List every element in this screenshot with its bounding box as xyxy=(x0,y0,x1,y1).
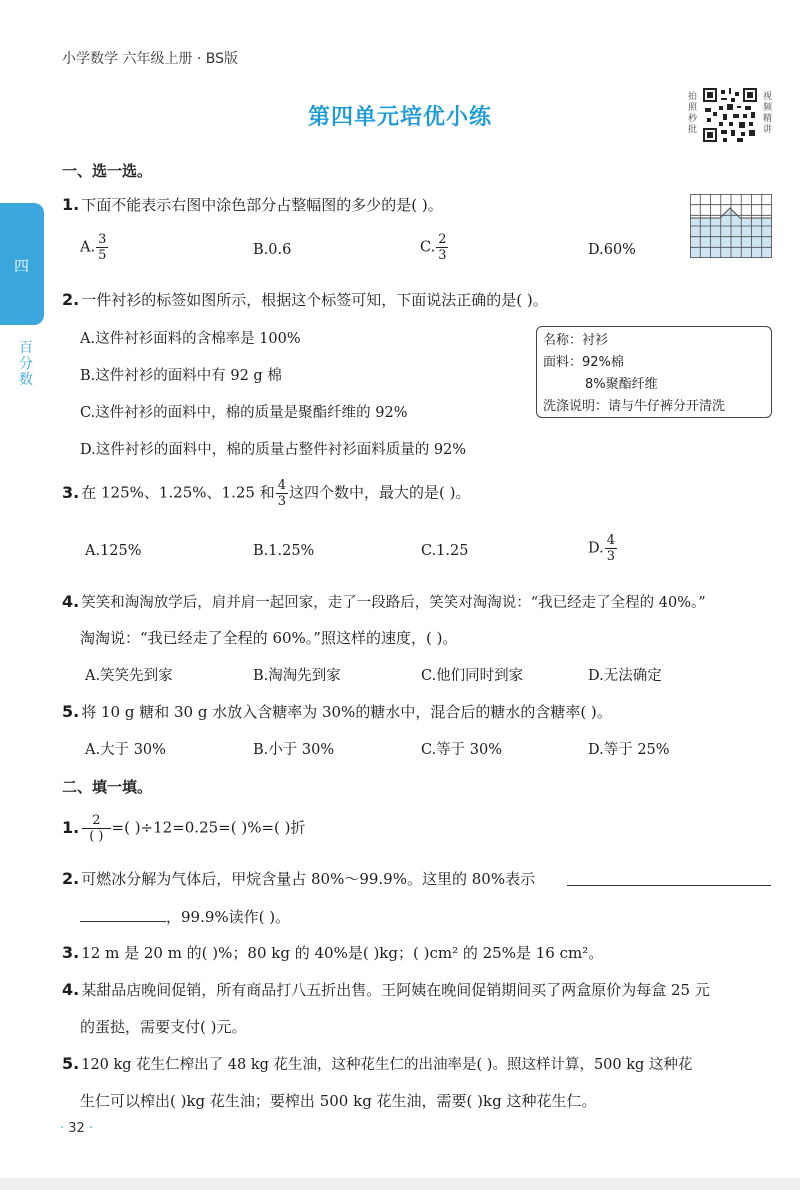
s1-q1-option-b: B.0.6 xyxy=(253,242,292,258)
qr-left-caption: 拍照秒批 xyxy=(688,92,698,135)
s1-q2-text: 一件衬衫的标签如图所示，根据这个标签可知，下面说法正确的是( )。 xyxy=(81,291,548,309)
unit-number: 四 xyxy=(14,257,30,275)
s2-q2-blank-2[interactable] xyxy=(80,921,166,922)
s2-q2-line1: 2. 可燃冰分解为气体后，甲烷含量占 80%～99.9%。这里的 80%表示 xyxy=(62,869,536,888)
shirt-label-box xyxy=(536,326,772,418)
unit-label: 百分数 xyxy=(19,340,33,388)
s1-q4-line1: 4. 笑笑和淘淘放学后，肩并肩一起回家，走了一段路后，笑笑对淘淘说：“我已经走了全程的 40%。” xyxy=(62,592,706,611)
s2-q1: 1. $\frac{2}{( )}$ =( )÷12=0.25=( )%=( )折 xyxy=(62,813,306,844)
bottom-strip xyxy=(0,1178,800,1190)
page-number: · 32 · xyxy=(60,1121,94,1136)
s1-q4-number: 4. xyxy=(62,592,80,611)
s1-q2-option-d: D.这件衬衫的面料中，棉的质量占整件衬衫面料质量的 92% xyxy=(80,442,467,458)
s1-q1-option-d: D.60% xyxy=(588,242,636,258)
s1-q3-option-a: A.125% xyxy=(85,543,142,559)
s1-q1-text: 下面不能表示右图中涂色部分占整幅图的多少的是( )。 xyxy=(81,196,443,214)
s2-q5-number: 5. xyxy=(62,1054,80,1073)
s1-q5: 5. 将 10 g 糖和 30 g 水放入含糖率为 30%的糖水中，混合后的糖水的含糖率( )。 xyxy=(62,702,612,721)
label-line-fabric: 面料：92%棉 xyxy=(543,355,624,370)
qr-right-caption: 视频精讲 xyxy=(763,92,773,135)
s2-q5-line1: 5. 120 kg 花生仁榨出了 48 kg 花生油，这种花生仁的出油率是( )。照这样计算，500 kg 这种花 xyxy=(62,1054,693,1073)
s1-q5-option-d: D.等于 25% xyxy=(588,742,670,758)
s1-q1-number: 1. xyxy=(62,195,80,214)
s2-q4-number: 4. xyxy=(62,980,80,999)
s1-q5-option-a: A.大于 30% xyxy=(85,742,166,758)
page-title: 第四单元培优小练 xyxy=(307,105,492,130)
s2-q2-blank-1[interactable] xyxy=(567,885,771,886)
s1-q5-option-c: C.等于 30% xyxy=(421,742,503,758)
s2-q5-line2: 生仁可以榨出( )kg 花生油；要榨出 500 kg 花生油，需要( )kg 这种花生仁。 xyxy=(80,1092,597,1110)
s1-q2-option-a: A.这件衬衫面料的含棉率是 100% xyxy=(80,331,301,347)
s1-q1-option-a: A. $\frac{3}{5}$ xyxy=(80,232,107,263)
s1-q3: 3. 在 125%、1.25%、1.25 和 $\frac{4}{3}$ 这四个数中，最大的是( )。 xyxy=(62,478,471,509)
s1-q3-option-b: B.1.25% xyxy=(253,543,315,559)
grid-figure xyxy=(690,194,772,258)
s1-q4-line2: 淘淘说：“我已经走了全程的 60%。”照这样的速度，( )。 xyxy=(80,629,458,647)
s1-q1-option-c: C. $\frac{2}{3}$ xyxy=(420,232,447,263)
label-line-wash: 洗涤说明：请与牛仔裤分开清洗 xyxy=(543,399,726,414)
s1-q2-option-c: C.这件衬衫的面料中，棉的质量是聚酯纤维的 92% xyxy=(80,405,408,421)
s1-q4-option-b: B.淘淘先到家 xyxy=(253,668,341,684)
s1-q4-option-d: D.无法确定 xyxy=(588,668,662,684)
s2-q4-line1: 4. 某甜品店晚间促销，所有商品打八五折出售。王阿姨在晚间促销期间买了两盒原价为每盒 25 元 xyxy=(62,980,710,999)
s1-q5-number: 5. xyxy=(62,702,80,721)
s1-q4-option-a: A.笑笑先到家 xyxy=(85,668,173,684)
s1-q3-number: 3. xyxy=(62,482,80,502)
s2-q4-line2: 的蛋挞，需要支付( )元。 xyxy=(80,1018,247,1036)
s2-q1-number: 1. xyxy=(62,817,80,837)
s2-q3-number: 3. xyxy=(62,943,80,962)
section1-heading: 一、选一选。 xyxy=(62,162,153,180)
s2-q2-line2: ，99.9%读作( )。 xyxy=(80,906,290,927)
label-line-name: 名称：衬衫 xyxy=(543,333,609,348)
label-line-polyester: 8%聚酯纤维 xyxy=(585,377,658,392)
book-header: 小学数学 六年级上册 · BS版 xyxy=(62,51,239,67)
s1-q2-option-b: B.这件衬衫的面料中有 92 g 棉 xyxy=(80,368,282,384)
s1-q5-option-b: B.小于 30% xyxy=(253,742,335,758)
s1-q2-number: 2. xyxy=(62,290,80,309)
s1-q2 xyxy=(62,289,548,310)
qr-code-icon[interactable] xyxy=(703,88,757,142)
section2-heading: 二、填一填。 xyxy=(62,778,153,796)
s1-q1 xyxy=(62,194,443,215)
s1-q4-option-c: C.他们同时到家 xyxy=(421,668,524,684)
s1-q3-option-c: C.1.25 xyxy=(421,543,469,559)
s2-q3: 3. 12 m 是 20 m 的( )%；80 kg 的 40%是( )kg；( )cm² 的 25%是 16 cm²。 xyxy=(62,943,604,962)
s1-q3-option-d: D. $\frac{4}{3}$ xyxy=(588,533,615,564)
s2-q2-number: 2. xyxy=(62,869,80,888)
